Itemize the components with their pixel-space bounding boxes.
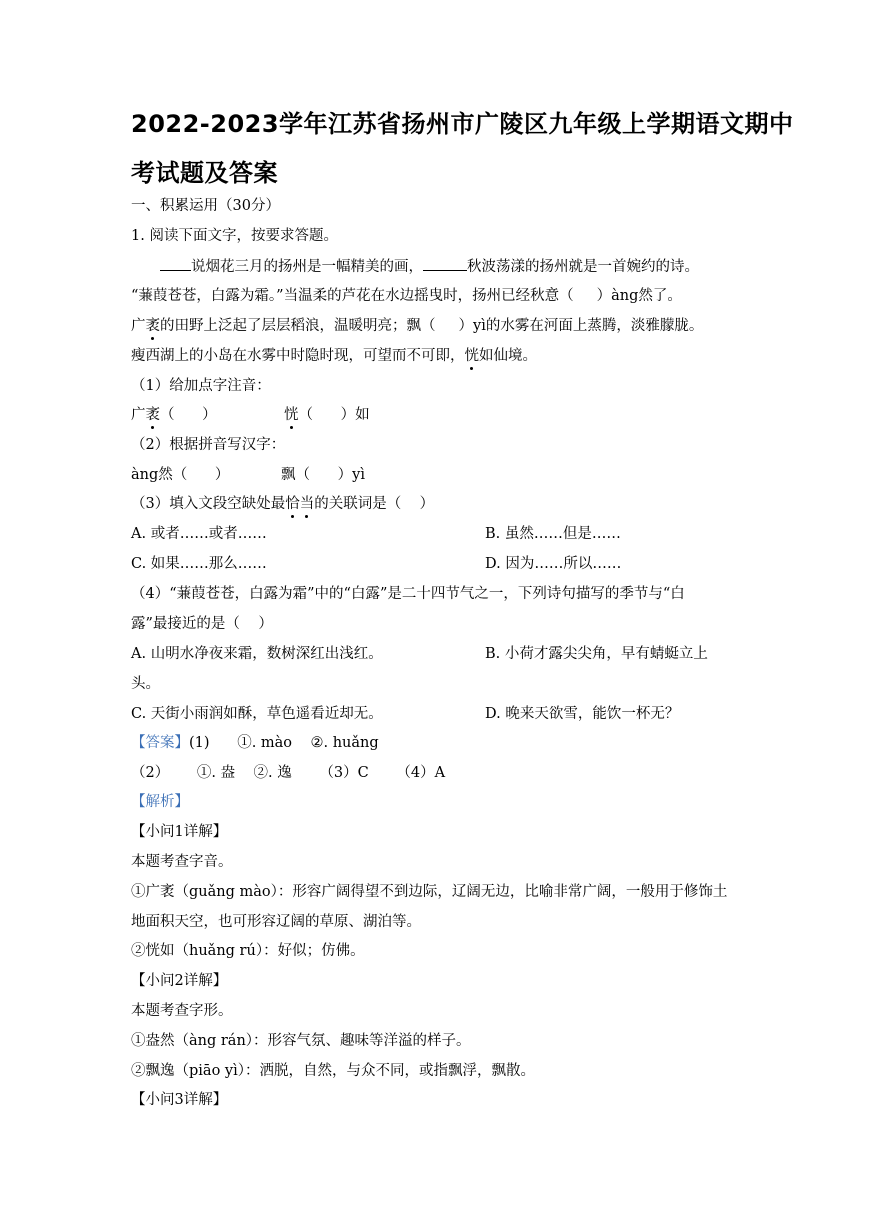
passage-text: 瘦西湖上的小岛在水雾中时隐时现，可望而不可即，: [131, 348, 465, 364]
analysis-q2-line-1: ①盎然（àng rán）：形容气氛、趣味等洋溢的样子。: [131, 1033, 471, 1049]
answer-blank: （ ）如: [298, 407, 370, 423]
subquestion-3-prompt: [131, 494, 434, 514]
analysis-q1-line-2: 地面积天空，也可形容辽阔的草原、湖泊等。: [131, 914, 421, 930]
answer-label: 【答案】: [131, 735, 189, 751]
option-d: D. 晚来天欲雪，能饮一杯无？: [485, 706, 680, 722]
analysis-q2-topic: 本题考查字形。: [131, 1003, 233, 1019]
option-c: C. 天街小雨润如酥，草色遥看近却无。: [131, 706, 383, 722]
passage-text: 秋波荡漾的扬州就是一首婉约的诗。: [467, 259, 699, 275]
item-text: 广: [131, 407, 146, 423]
subquestion-4-prompt-line-1: （4）“蒹葭苍苍，白露为霜”中的“白露”是二十四节气之一，下列诗句描写的季节与“白: [131, 586, 685, 602]
option-d: D. 因为……所以……: [485, 556, 622, 572]
answer-text: (1) ①. mào ②. huǎng: [189, 735, 379, 751]
subquestion-1-item-2: [284, 405, 370, 425]
document-title-line1: 2022-2023学年江苏省扬州市广陵区九年级上学期语文期中: [131, 110, 794, 138]
analysis-q1-heading: 【小问1详解】: [131, 824, 228, 840]
passage-text: 的田野上泛起了层层稻浪，温暖明亮；飘（ ）yì的水雾在河面上蒸腾，淡雅朦胧。: [160, 318, 704, 334]
subquestion-2-item-1: àng然（ ）: [131, 467, 230, 483]
option-b-continued: 头。: [131, 676, 160, 692]
passage-line-1: [131, 256, 699, 277]
analysis-q1-topic: 本题考查字音。: [131, 854, 233, 870]
analysis-q1-line-3: ②恍如（huǎng rú）：好似；仿佛。: [131, 943, 365, 959]
option-a: A. 或者……或者……: [131, 526, 267, 542]
answer-line-2: （2） ①. 盎 ②. 逸 （3）C （4）A: [131, 765, 446, 781]
emphasis-char: 袤: [145, 407, 160, 423]
option-b: B. 虽然……但是……: [485, 526, 621, 542]
prompt-text: 的关联词是（ ）: [314, 496, 435, 512]
section-heading: 一、积累运用（30分）: [131, 198, 280, 214]
emphasis-char: 恰: [285, 496, 300, 512]
analysis-q2-heading: 【小问2详解】: [131, 973, 228, 989]
option-a: A. 山明水净夜来霜，数树深红出浅红。: [131, 646, 383, 662]
subquestion-4-prompt-line-2: 露”最接近的是（ ）: [131, 616, 273, 632]
answer-line-1: [131, 733, 379, 753]
analysis-q3-heading: 【小问3详解】: [131, 1092, 228, 1108]
passage-line-2: “蒹葭苍苍，白露为霜。”当温柔的芦花在水边摇曳时，扬州已经秋意（ ）àng然了。: [131, 288, 682, 304]
fill-blank-2: [423, 256, 467, 271]
document-title-line2: 考试题及答案: [131, 159, 278, 187]
analysis-q2-line-2: ②飘逸（piāo yì）：洒脱，自然，与众不同，或指飘浮，飘散。: [131, 1063, 535, 1079]
answer-blank: （ ）: [160, 407, 217, 423]
emphasis-char: 恍: [284, 407, 299, 423]
passage-text: 广: [131, 318, 146, 334]
emphasis-char: 袤: [145, 318, 160, 334]
passage-text: 说烟花三月的扬州是一幅精美的画，: [191, 259, 423, 275]
emphasis-char: 恍: [464, 348, 479, 364]
prompt-text: （3）填入文段空缺处最: [131, 496, 286, 512]
fill-blank-1: [160, 256, 191, 271]
subquestion-2-item-2: 飘（ ）yì: [281, 467, 365, 483]
option-b: B. 小荷才露尖尖角，早有蜻蜓立上: [485, 646, 708, 662]
emphasis-char: 当: [299, 496, 315, 512]
passage-text: 如仙境。: [479, 348, 537, 364]
option-c: C. 如果……那么……: [131, 556, 267, 572]
passage-line-4: [131, 346, 537, 366]
analysis-q1-line-1: ①广袤（guǎng mào）：形容广阔得望不到边际，辽阔无边，比喻非常广阔，一般用于修饰土: [131, 884, 728, 900]
subquestion-1-item-1: [131, 405, 217, 425]
subquestion-2-prompt: （2）根据拼音写汉字：: [131, 437, 286, 453]
analysis-label: 【解析】: [131, 794, 189, 810]
question-stem: 1. 阅读下面文字，按要求答题。: [131, 228, 338, 244]
passage-line-3: [131, 316, 703, 336]
subquestion-1-prompt: （1）给加点字注音：: [131, 378, 271, 394]
